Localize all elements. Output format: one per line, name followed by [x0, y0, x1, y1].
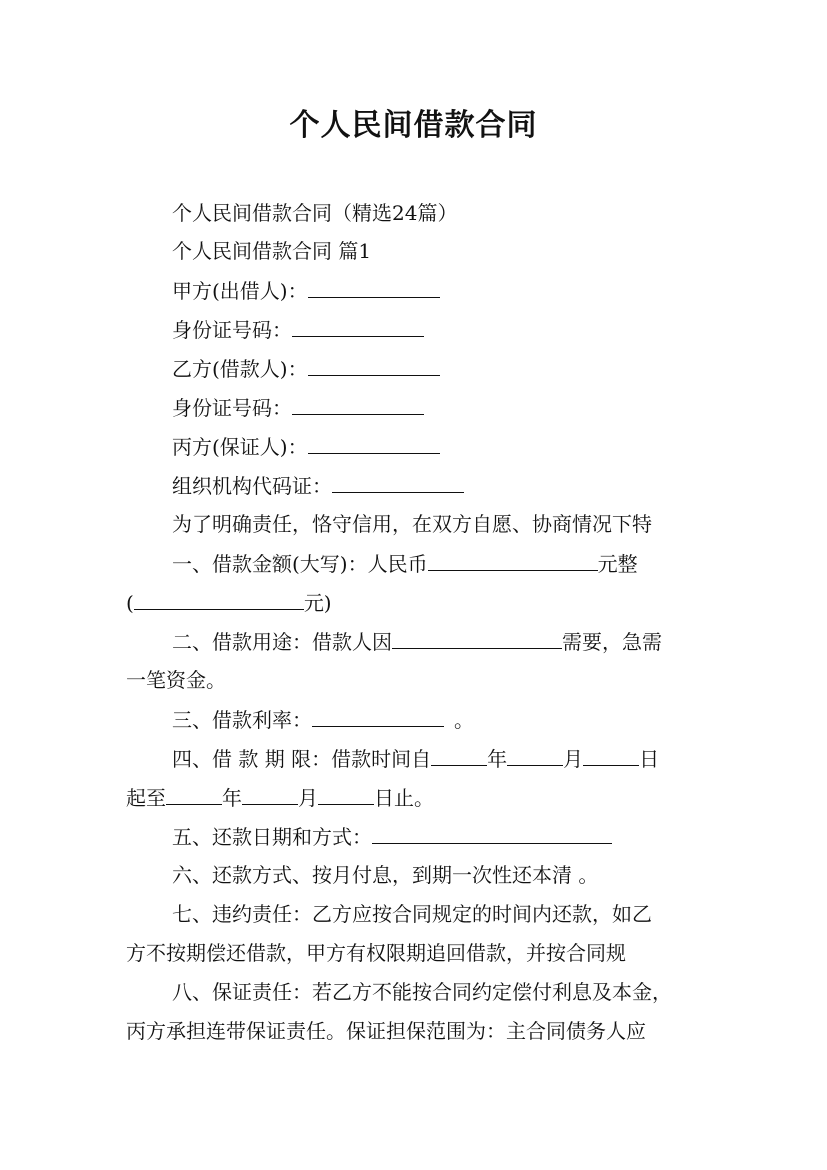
party-a-blank[interactable] [308, 277, 440, 298]
subtitle-line [172, 200, 457, 226]
repayment-date-blank[interactable] [372, 823, 612, 844]
end-month-blank[interactable] [242, 784, 298, 805]
party-b-id-blank[interactable] [292, 394, 424, 415]
party-b-id-line [172, 394, 424, 421]
loan-term-line [172, 745, 659, 772]
party-c-blank[interactable] [308, 433, 440, 454]
org-code-blank[interactable] [332, 472, 464, 493]
guarantee-liability-line [172, 979, 672, 1005]
party-a-line [172, 277, 440, 304]
loan-purpose-blank[interactable] [392, 628, 562, 649]
label: 身份证号码： [172, 396, 292, 420]
suffix: 。 [454, 708, 474, 732]
label: 丙方(保证人)： [172, 435, 308, 459]
end-day-blank[interactable] [318, 784, 374, 805]
start-day-blank[interactable] [583, 745, 639, 766]
label: 五、还款日期和方式： [172, 825, 372, 849]
repayment-date-line [172, 823, 612, 850]
label: 甲方(出借人)： [172, 279, 308, 303]
party-b-blank[interactable] [308, 355, 440, 376]
loan-amount-figure-blank[interactable] [134, 589, 304, 610]
label: 二、借款用途：借款人因 [172, 630, 392, 654]
party-c-line [172, 433, 440, 460]
day-label: 日 [639, 747, 660, 771]
text: 丙方承担连带保证责任。保证担保范围为：主合同债务人应 [126, 1019, 646, 1043]
text: 七、违约责任：乙方应按合同规定的时间内还款，如乙 [172, 902, 652, 926]
label: 三、借款利率： [172, 708, 312, 732]
loan-purpose-line [172, 628, 662, 655]
suffix: 元整 [597, 552, 638, 576]
end-year-blank[interactable] [166, 784, 222, 805]
intro-paragraph [172, 511, 652, 537]
text: 一笔资金。 [126, 668, 226, 692]
repayment-method-line [172, 862, 598, 888]
start-month-blank[interactable] [507, 745, 563, 766]
party-a-id-blank[interactable] [292, 316, 424, 337]
breach-liability-cont-line [126, 940, 626, 966]
loan-amount-line [172, 550, 638, 577]
text: 个人民间借款合同（精选24篇） [172, 201, 458, 225]
loan-term-end-line [126, 784, 434, 811]
text: 六、还款方式、按月付息，到期一次性还本清 。 [172, 863, 599, 887]
document-title: 个人民间借款合同 [289, 108, 538, 143]
text: 方不按期偿还借款，甲方有权限期追回借款，并按合同规 [126, 941, 626, 965]
section-heading [172, 238, 371, 264]
label: 四、借 款 期 限：借款时间自 [172, 747, 432, 771]
suffix: 元) [303, 591, 332, 615]
label: 一、借款金额(大写)：人民币 [172, 552, 428, 576]
start-year-blank[interactable] [431, 745, 487, 766]
suffix: 需要，急需 [562, 630, 662, 654]
text: 个人民间借款合同 篇1 [172, 239, 372, 263]
open-paren: ( [126, 591, 134, 615]
loan-purpose-cont-line [126, 667, 226, 693]
text: 为了明确责任，恪守信用，在双方自愿、协商情况下特 [172, 512, 652, 536]
interest-rate-blank[interactable] [312, 706, 444, 727]
month-label: 月 [563, 747, 584, 771]
year-label: 年 [222, 786, 242, 810]
interest-rate-line [172, 706, 474, 733]
label: 乙方(借款人)： [172, 357, 308, 381]
month-label: 月 [298, 786, 318, 810]
guarantee-liability-cont-line [126, 1018, 646, 1044]
party-b-line [172, 355, 440, 382]
loan-amount-figure-line [126, 589, 332, 616]
year-label: 年 [487, 747, 508, 771]
loan-amount-words-blank[interactable] [428, 550, 598, 571]
breach-liability-line [172, 901, 652, 927]
label: 身份证号码： [172, 318, 292, 342]
label: 组织机构代码证： [172, 474, 332, 498]
suffix: 日止。 [374, 786, 434, 810]
party-a-id-line [172, 316, 424, 343]
org-code-line [172, 472, 464, 499]
text: 八、保证责任：若乙方不能按合同约定偿付利息及本金， [172, 980, 672, 1004]
label: 起至 [126, 786, 166, 810]
